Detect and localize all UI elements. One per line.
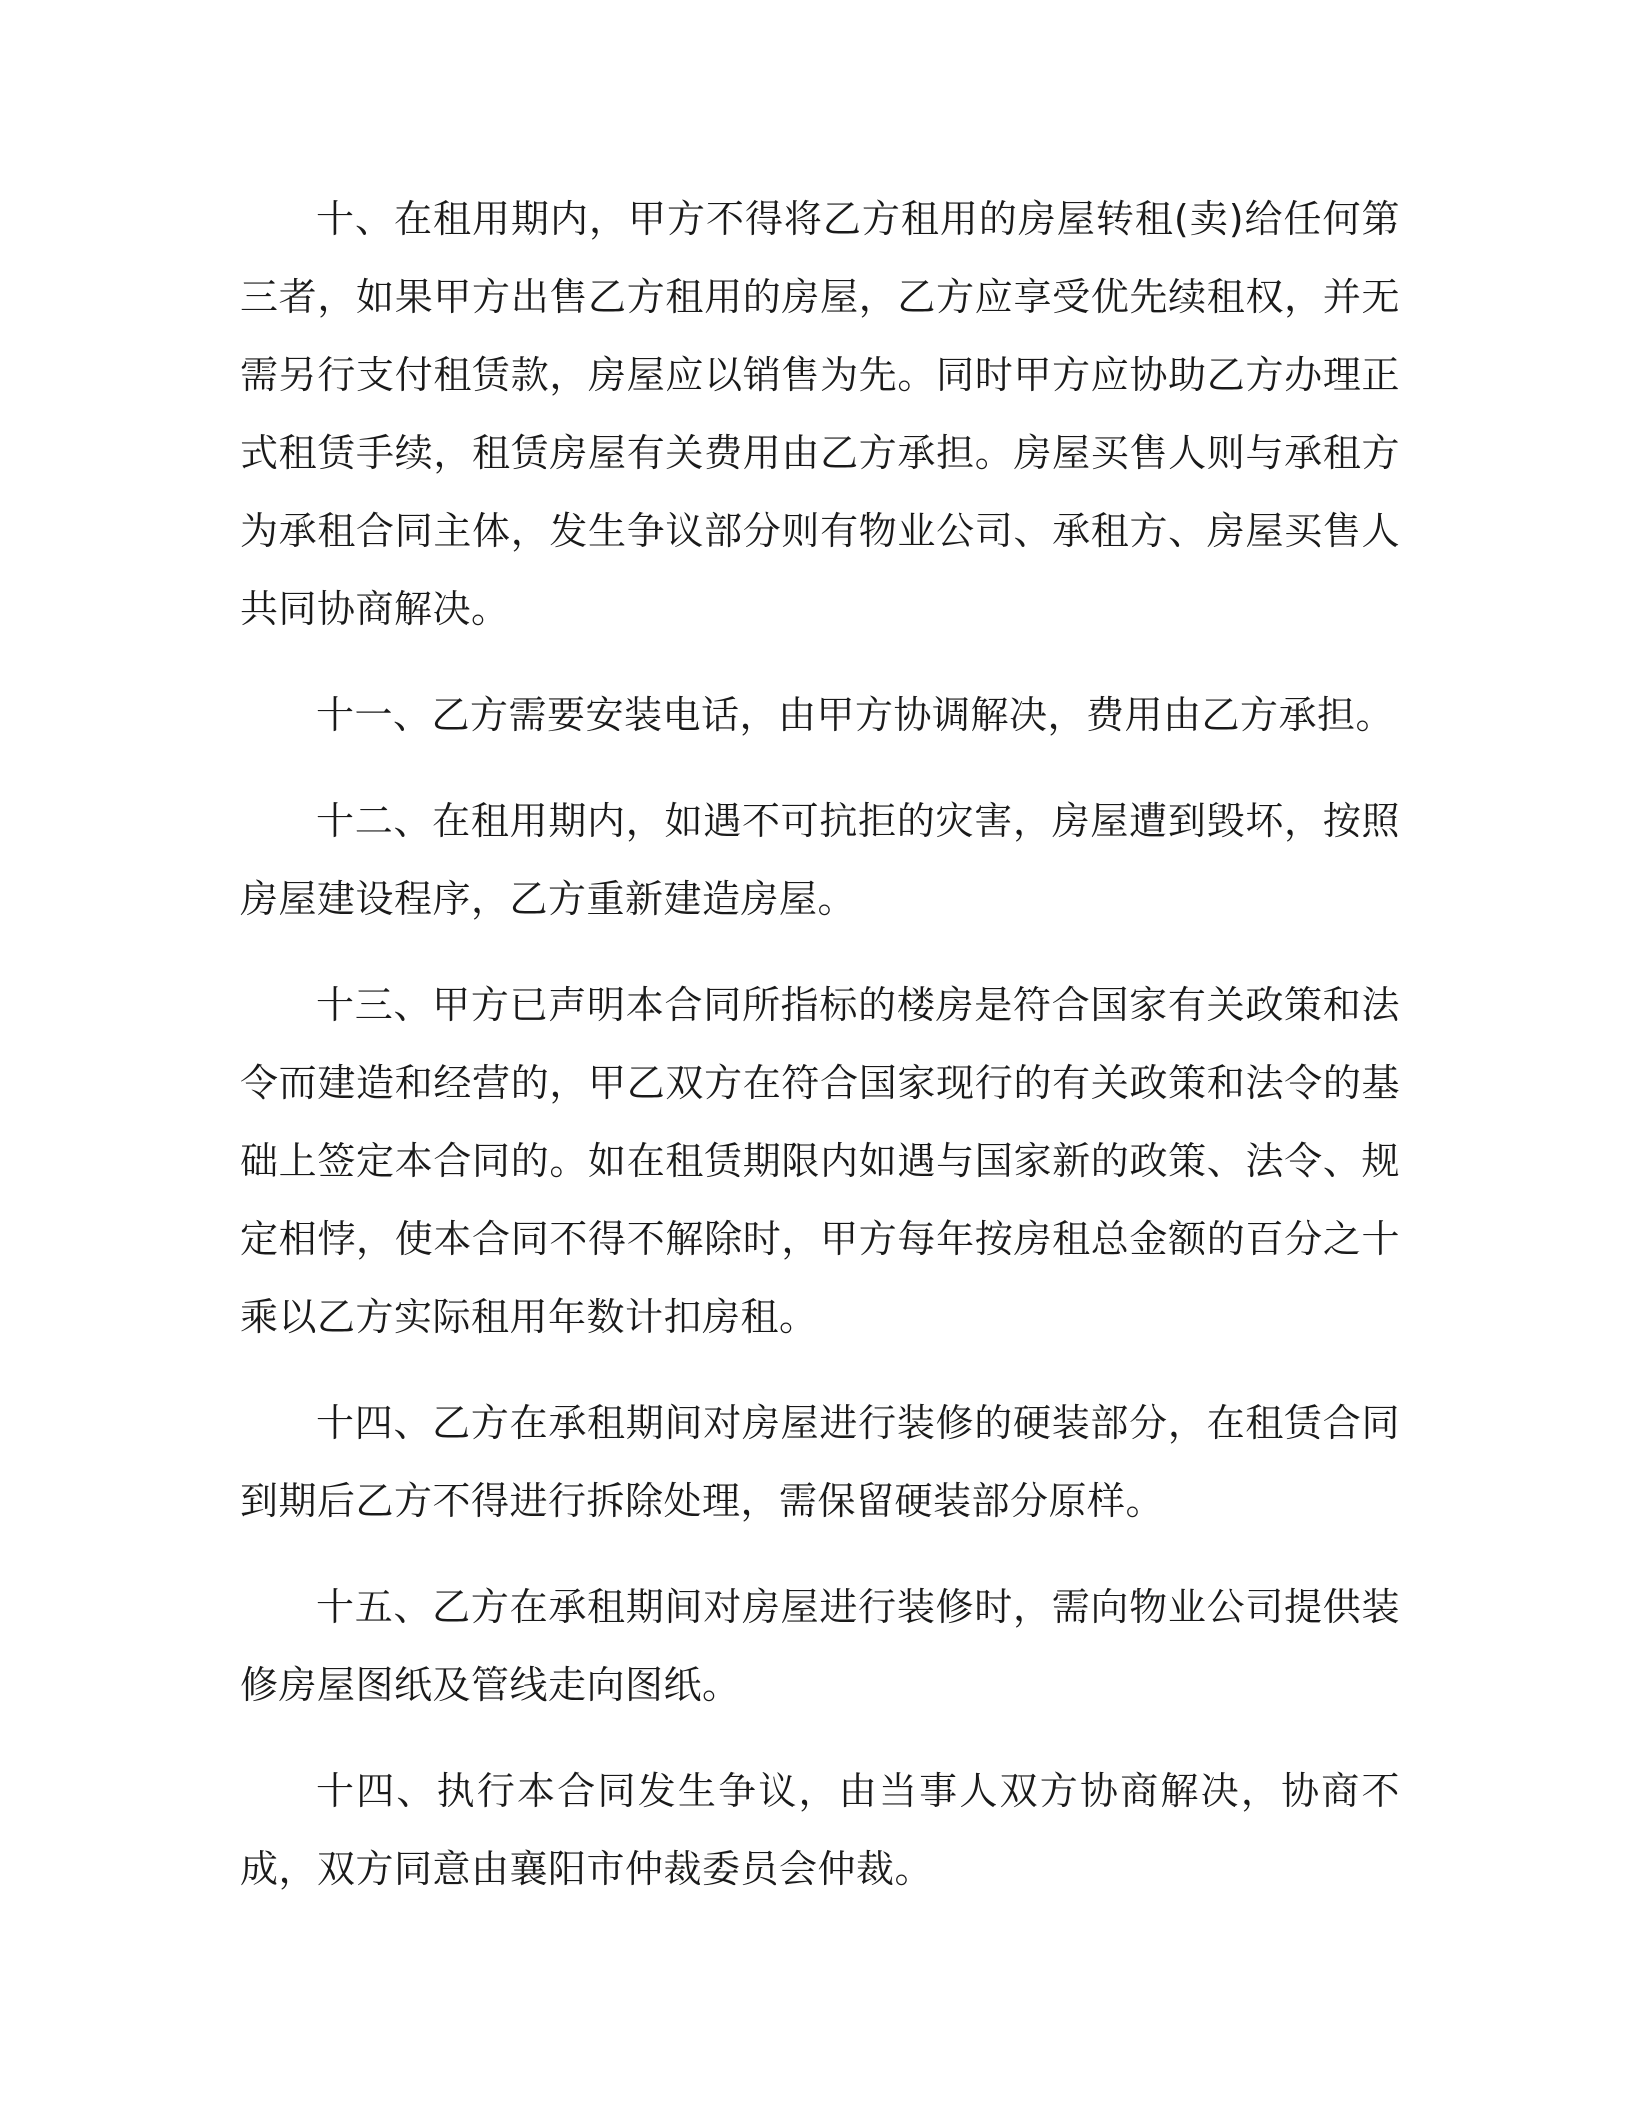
clause-15: 十五、乙方在承租期间对房屋进行装修时，需向物业公司提供装修房屋图纸及管线走向图纸。 <box>240 1585 1400 1707</box>
clause-12: 十二、在租用期内，如遇不可抗拒的灾害，房屋遭到毁坏，按照房屋建设程序，乙方重新建造房屋。 <box>240 799 1400 921</box>
document-body <box>240 180 1400 1936</box>
clause-13: 十三、甲方已声明本合同所指标的楼房是符合国家有关政策和法令而建造和经营的，甲乙双方在符合国家现行的有关政策和法令的基础上签定本合同的。如在租赁期限内如遇与国家新的政策、法令、规定相悖，使本合同不得不解除时，甲方每年按房租总金额的百分之十乘以乙方实际租用年数计扣房租。 <box>240 983 1400 1339</box>
clause-10: 十、在租用期内，甲方不得将乙方租用的房屋转租(卖)给任何第三者，如果甲方出售乙方租用的房屋，乙方应享受优先续租权，并无需另行支付租赁款，房屋应以销售为先。同时甲方应协助乙方办理正式租赁手续，租赁房屋有关费用由乙方承担。房屋买售人则与承租方为承租合同主体，发生争议部分则有物业公司、承租方、房屋买售人共同协商解决。 <box>240 197 1400 631</box>
clause-11: 十一、乙方需要安装电话，由甲方协调解决，费用由乙方承担。 <box>316 693 1395 737</box>
clause-14-dispute: 十四、执行本合同发生争议，由当事人双方协商解决，协商不成，双方同意由襄阳市仲裁委员会仲裁。 <box>240 1769 1400 1891</box>
clause-14: 十四、乙方在承租期间对房屋进行装修的硬装部分，在租赁合同到期后乙方不得进行拆除处理，需保留硬装部分原样。 <box>240 1401 1400 1523</box>
